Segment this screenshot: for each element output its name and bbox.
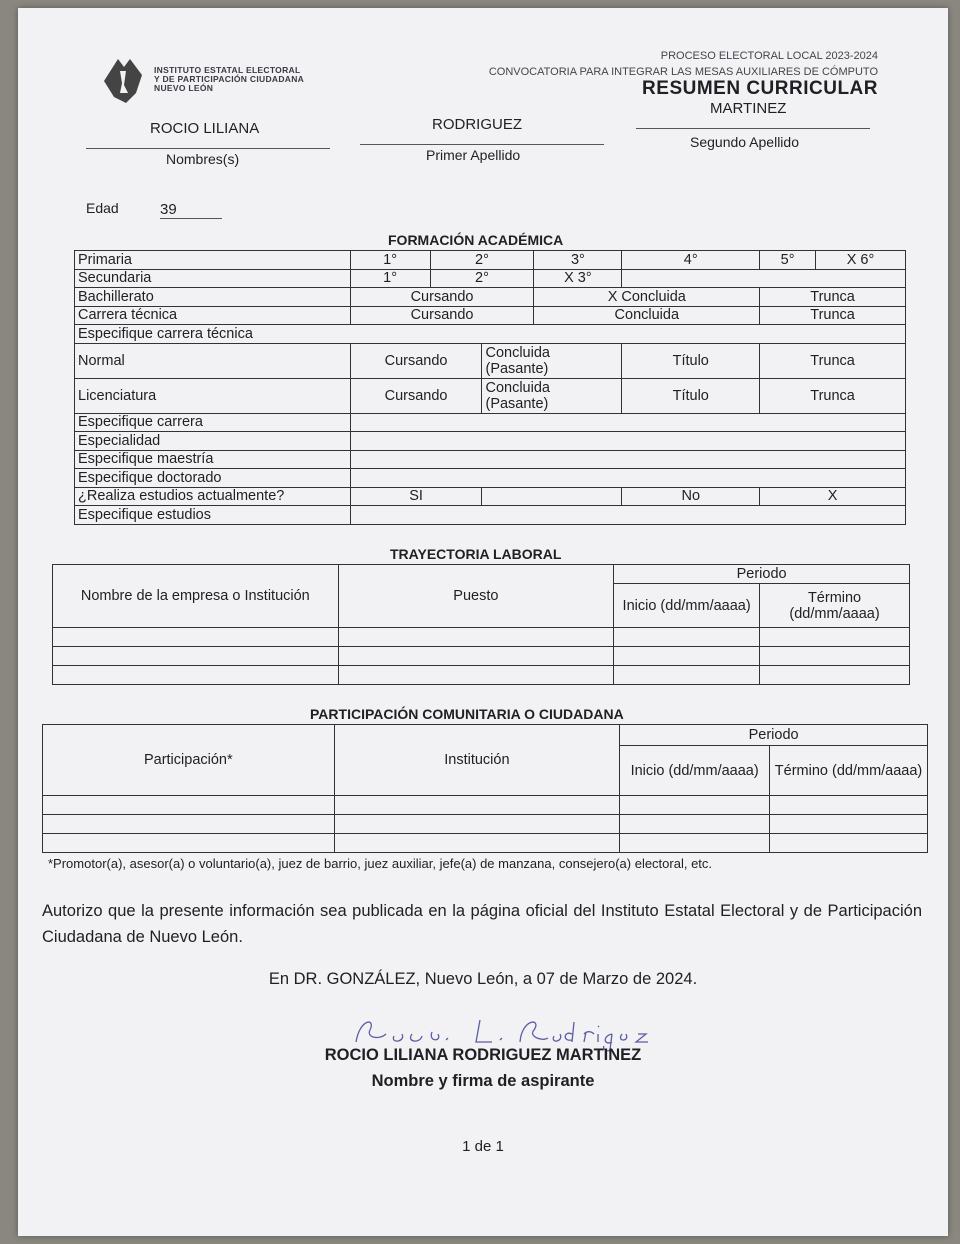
label-especifique-doctorado: Especifique doctorado [75, 469, 351, 488]
option-concluida: Concluida [534, 306, 760, 325]
row-secundaria [75, 269, 906, 288]
row-especifique-carrera [75, 413, 906, 432]
col-puesto: Puesto [338, 565, 614, 628]
signature-text: Rocio L. Rodriguez M. [350, 1012, 360, 1013]
label-especifique-carrera: Especifique carrera [75, 413, 351, 432]
document-page [18, 8, 948, 1236]
table-row [53, 628, 910, 647]
col-inicio: Inicio (dd/mm/aaaa) [614, 584, 760, 628]
option-concluida-pasante [482, 378, 622, 413]
signer-label: Nombre y firma de aspirante [371, 1072, 595, 1090]
option-trunca: Trunca [760, 343, 906, 378]
first-surname-value: RODRIGUEZ [432, 116, 522, 133]
academic-section-title: FORMACIÓN ACADÉMICA [388, 232, 564, 248]
col-termino: Término (dd/mm/aaaa) [760, 584, 910, 628]
col-inicio: Inicio (dd/mm/aaaa) [620, 746, 770, 796]
option-trunca: Trunca [760, 288, 906, 307]
grade-cell: 5° [760, 251, 816, 270]
grade-cell: 4° [622, 251, 760, 270]
first-surname-label: Primer Apellido [426, 147, 521, 163]
page-number: 1 de 1 [462, 1138, 504, 1155]
col-participacion: Participación* [43, 725, 335, 796]
names-value: ROCIO LILIANA [150, 120, 260, 137]
empty-cell [350, 450, 905, 469]
empty-cell [622, 269, 906, 288]
age-value: 39 [160, 201, 222, 219]
label-estudios-actuales: ¿Realiza estudios actualmente? [75, 487, 351, 506]
work-table [52, 564, 910, 685]
table-row [43, 834, 928, 853]
table-row [43, 815, 928, 834]
row-licenciatura [75, 378, 906, 413]
second-surname-value: MARTINEZ [710, 100, 787, 117]
option-trunca: Trunca [760, 378, 906, 413]
page-title: RESUMEN CURRICULAR [642, 78, 878, 99]
option-no-mark: X [760, 487, 906, 506]
empty-cell [350, 506, 905, 525]
grade-cell: 1° [350, 269, 430, 288]
grade-cell-marked: X 6° [816, 251, 906, 270]
empty-cell [350, 432, 905, 451]
option-pasante-text: (Pasante) [485, 360, 549, 377]
label-secundaria: Secundaria [75, 269, 351, 288]
option-titulo: Título [622, 378, 760, 413]
row-estudios-actuales [75, 487, 906, 506]
community-section-title: PARTICIPACIÓN COMUNITARIA O CIUDADANA [310, 706, 624, 722]
col-periodo: Periodo [620, 725, 928, 746]
empty-cell [482, 487, 622, 506]
row-bachillerato [75, 288, 906, 307]
option-pasante-text: (Pasante) [485, 395, 549, 412]
label-especifique-ct: Especifique carrera técnica [75, 325, 906, 344]
col-empresa: Nombre de la empresa o Institución [53, 565, 339, 628]
empty-cell [350, 413, 905, 432]
option-trunca: Trunca [760, 306, 906, 325]
row-especifique-maestria [75, 450, 906, 469]
table-row [53, 666, 910, 685]
call-title: CONVOCATORIA PARA INTEGRAR LAS MESAS AUXILIARES DE CÓMPUTO [488, 66, 878, 78]
option-si: SI [350, 487, 482, 506]
empty-cell [350, 469, 905, 488]
row-normal [75, 343, 906, 378]
signer-name: ROCIO LILIANA RODRIGUEZ MARTINEZ [324, 1046, 642, 1064]
institute-name: INSTITUTO ESTATAL ELECTORAL Y DE PARTICIPACIÓN CIUDADANA NUEVO LEÓN [154, 65, 305, 93]
option-concluida-marked: X Concluida [534, 288, 760, 307]
row-especifique-doctorado [75, 469, 906, 488]
label-normal: Normal [75, 343, 351, 378]
process-title: PROCESO ELECTORAL LOCAL 2023-2024 [660, 50, 878, 62]
option-titulo: Título [622, 343, 760, 378]
row-carrera-tecnica [75, 306, 906, 325]
grade-cell: 1° [350, 251, 430, 270]
option-concluida-pasante [482, 343, 622, 378]
option-concluida-text: Concluida [485, 344, 550, 361]
option-cursando: Cursando [350, 378, 482, 413]
community-note: *Promotor(a), asesor(a) o voluntario(a), juez de barrio, juez auxiliar, jefe(a) de manzana, consejero(a) electoral, etc. [48, 856, 713, 871]
label-especialidad: Especialidad [75, 432, 351, 451]
grade-cell: 2° [430, 251, 534, 270]
label-licenciatura: Licenciatura [75, 378, 351, 413]
col-periodo: Periodo [614, 565, 910, 584]
option-cursando: Cursando [350, 306, 534, 325]
row-especifique-ct [75, 325, 906, 344]
second-surname-label: Segundo Apellido [690, 134, 799, 150]
age-label: Edad [86, 200, 119, 216]
row-especifique-estudios [75, 506, 906, 525]
row-especialidad [75, 432, 906, 451]
first-surname-line [360, 144, 604, 145]
col-termino: Término (dd/mm/aaaa) [770, 746, 928, 796]
second-surname-line [636, 128, 870, 129]
institute-logo-icon [98, 53, 148, 107]
row-primaria [75, 251, 906, 270]
work-section-title: TRAYECTORIA LABORAL [390, 546, 562, 562]
label-carrera-tecnica: Carrera técnica [75, 306, 351, 325]
table-row [43, 796, 928, 815]
label-primaria: Primaria [75, 251, 351, 270]
grade-cell-marked: X 3° [534, 269, 622, 288]
names-line [86, 148, 330, 149]
table-row [53, 647, 910, 666]
community-table [42, 724, 928, 853]
option-concluida-text: Concluida [485, 379, 550, 396]
authorization-text: Autorizo que la presente información sea publicada en la página oficial del Instituto Estatal Electoral y de Participación Ciudadana de Nuevo León. [42, 902, 922, 946]
grade-cell: 2° [430, 269, 534, 288]
grade-cell: 3° [534, 251, 622, 270]
label-especifique-estudios: Especifique estudios [75, 506, 351, 525]
names-label: Nombres(s) [166, 151, 240, 167]
place-date: En DR. GONZÁLEZ, Nuevo León, a 07 de Marzo de 2024. [268, 970, 698, 988]
label-especifique-maestria: Especifique maestría [75, 450, 351, 469]
option-cursando: Cursando [350, 343, 482, 378]
option-no: No [622, 487, 760, 506]
label-bachillerato: Bachillerato [75, 288, 351, 307]
option-cursando: Cursando [350, 288, 534, 307]
academic-table [74, 250, 906, 525]
col-institucion: Institución [334, 725, 620, 796]
